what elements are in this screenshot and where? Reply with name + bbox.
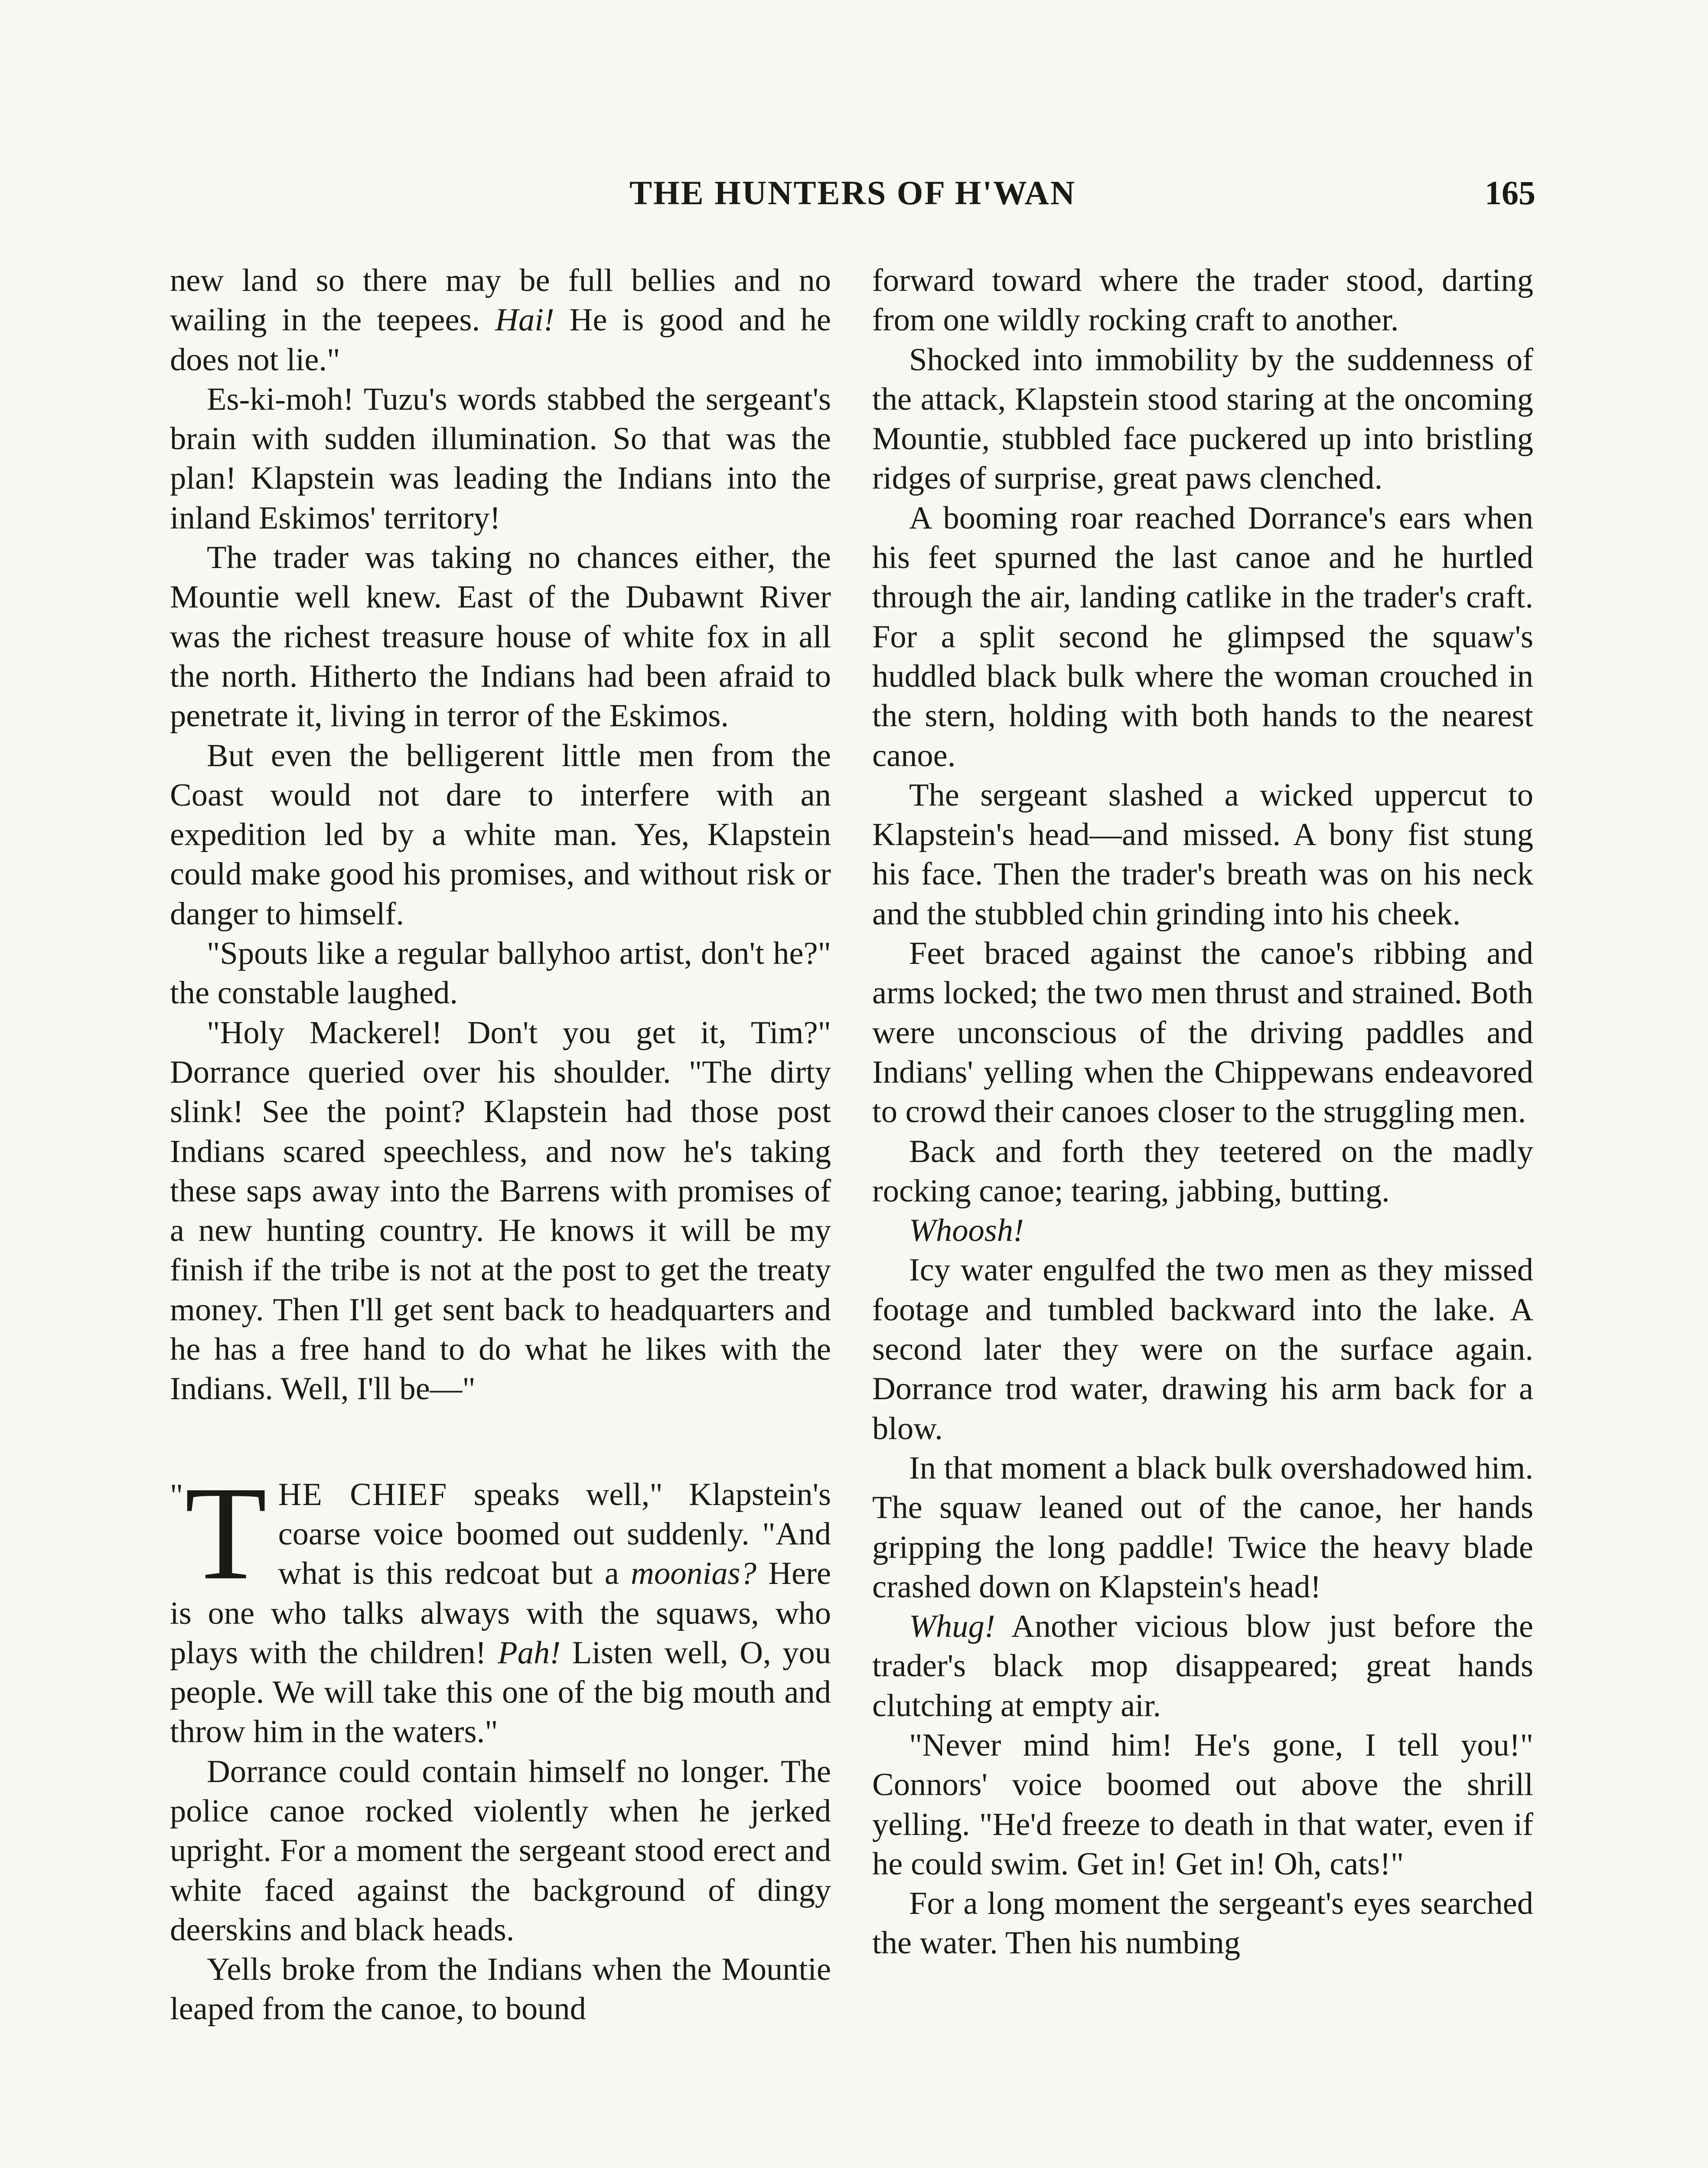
paragraph: Feet braced against the canoe's ribbing and arms locked; the two men thrust and strained. Both were unconscious of the driving paddles and Indians' yelling when the Chippewans endeavored to crowd their canoes closer to the struggling men. — [872, 936, 1533, 1130]
paragraph: Back and forth they teetered on the madly rocking canoe; tearing, jabbing, butting. — [872, 1133, 1533, 1209]
paragraph: "Spouts like a regular ballyhoo artist, don't he?" the constable laughed. — [170, 936, 831, 1011]
page-number: 165 — [1485, 174, 1535, 212]
paragraph: But even the belligerent little men from the Coast would not dare to interfere with an expedition led by a white man. Yes, Klapstein could make good his promises, and without risk or danger to himself. — [170, 738, 831, 932]
opening-quote: " — [170, 1477, 183, 1513]
paragraph: "Never mind him! He's gone, I tell you!" Connors' voice boomed out above the shrill yelling. "He'd freeze to death in that water, even if he could swim. Get in! Get in! Oh, cats!" — [872, 1727, 1533, 1882]
paragraph: Whug! Another vicious blow just before the trader's black mop disappeared; great hands clutching at empty air. — [872, 1609, 1533, 1724]
paragraph: Shocked into immobility by the suddenness of the attack, Klapstein stood staring at the oncoming Mountie, stubbled face puckered up into bristling ridges of surprise, great paws clenched. — [872, 342, 1533, 496]
paragraph: "Holy Mackerel! Don't you get it, Tim?" Dorrance queried over his shoulder. "The dirty slink! See the point? Klapstein had those post Indians scared speechless, and now he's taking these saps away into the Barrens with promises of a new hunting country. He knows it will be my finish if the tribe is not at the post to get the treaty money. Then I'll get sent back to headquarters and he has a free hand to do what he likes with the Indians. Well, I'll be—" — [170, 1015, 831, 1407]
page-header — [170, 173, 1535, 221]
paragraph: Es-ki-moh! Tuzu's words stabbed the sergeant's brain with sudden illumination. So that was the plan! Klapstein was leading the Indians into the inland Eskimos' territory! — [170, 381, 831, 536]
right-column — [872, 261, 1533, 1963]
paragraph: The trader was taking no chances either, the Mountie well knew. East of the Dubawnt River was the richest treasure house of white fox in all the north. Hitherto the Indians had been afraid to penetrate it, living in terror of the Eskimos. — [170, 540, 831, 734]
paragraph: Yells broke from the Indians when the Mountie leaped from the canoe, to bound — [170, 1952, 831, 2027]
paragraph: Icy water engulfed the two men as they missed footage and tumbled backward into the lake. A second later they were on the surface again. Dorrance trod water, drawing his arm back for a blow. — [872, 1252, 1533, 1446]
running-title: THE HUNTERS OF H'WAN — [629, 174, 1076, 212]
paragraph: forward toward where the trader stood, darting from one wildly rocking craft to another. — [872, 263, 1533, 338]
paragraph: For a long moment the sergeant's eyes searched the water. Then his numbing — [872, 1886, 1533, 1961]
left-column — [170, 261, 831, 2029]
paragraph: Whoosh! — [909, 1213, 1024, 1249]
paragraph: Dorrance could contain himself no longer. The police canoe rocked violently when he jerked upright. For a moment the sergeant stood erect and white faced against the background of dingy deerskins and black heads. — [170, 1753, 831, 1948]
paragraph: In that moment a black bulk overshadowed him. The squaw leaned out of the canoe, her hands gripping the long paddle! Twice the heavy blade crashed down on Klapstein's head! — [872, 1450, 1533, 1605]
paragraph: A booming roar reached Dorrance's ears when his feet spurned the last canoe and he hurtled through the air, landing catlike in the trader's craft. For a split second he glimpsed the squaw's huddled black bulk where the woman crouched in the stern, holding with both hands to the nearest canoe. — [872, 500, 1533, 774]
paragraph: new land so there may be full bellies and no wailing in the teepees. Hai! He is good and he does not lie." — [170, 263, 831, 378]
drop-cap: T — [185, 1459, 267, 1608]
section-opening-paragraph: " T HE CHIEF speaks well," Klapstein's coarse voice boomed out suddenly. "And what is this redcoat but a moonias? Here is one who talks always with the squaws, who plays with the children! Pah! Listen well, O, you people. We will take this one of the big mouth and throw him in the waters." — [170, 1459, 831, 1750]
paragraph: The sergeant slashed a wicked uppercut to Klapstein's head—and missed. A bony fist stung his face. Then the trader's breath was on his neck and the stubbled chin grinding into his cheek. — [872, 777, 1533, 932]
